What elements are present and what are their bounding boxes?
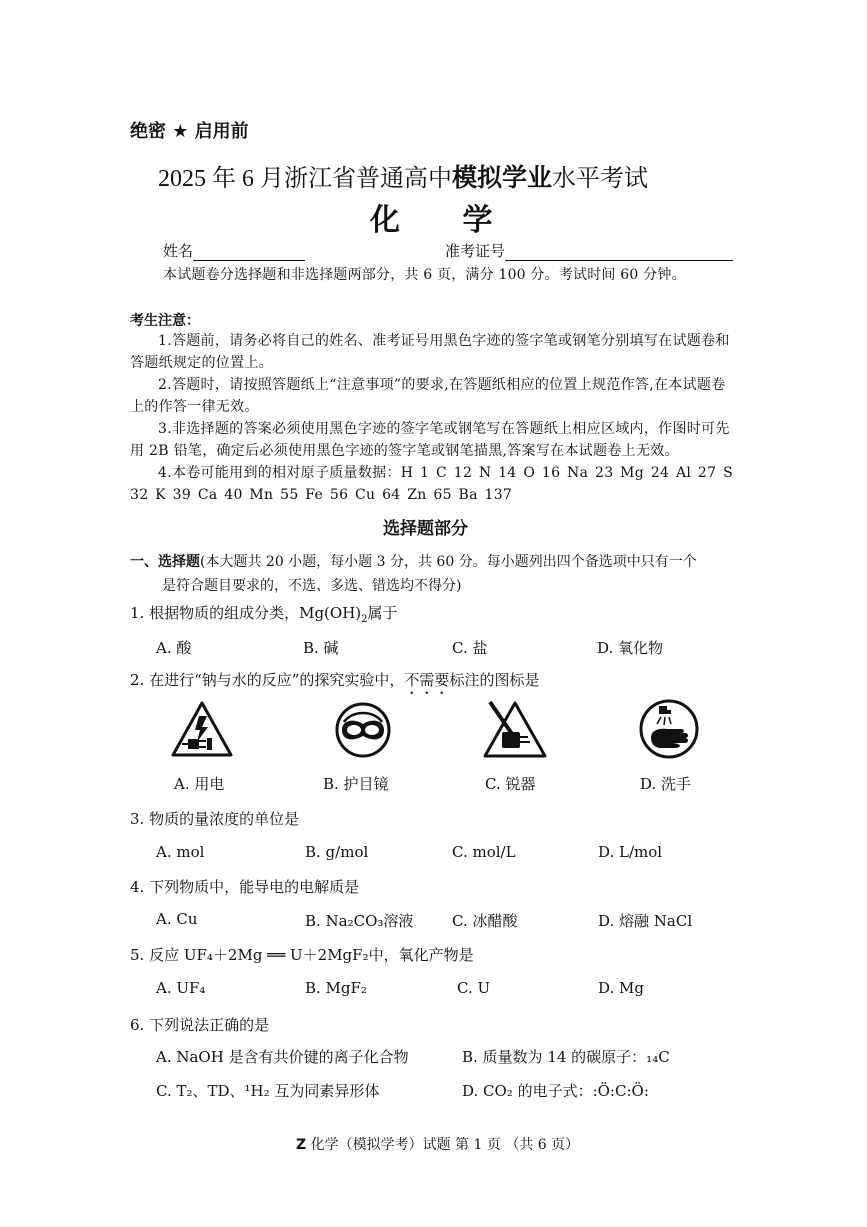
q1-stem-sub: 2 [361, 614, 368, 625]
q6-option-c[interactable]: C. T₂、TD、¹H₂ 互为同素异形体 [156, 1082, 380, 1100]
name-label: 姓名 [163, 242, 194, 260]
q4-option-b[interactable]: B. Na₂CO₃溶液 [305, 912, 414, 930]
goggles-icon [332, 700, 394, 760]
q1-option-c[interactable]: C. 盐 [452, 639, 488, 657]
part-desc-line-2: 是符合题目要求的，不选、多选、错选均不得分) [162, 578, 462, 594]
q1-stem-a: 1. 根据物质的组成分类，Mg(OH) [130, 604, 362, 622]
question-5-stem: 5. 反应 UF₄＋2Mg ══ U＋2MgF₂中，氧化产物是 [130, 946, 474, 964]
subject-title: 化 学 [370, 203, 519, 238]
q4-option-a[interactable]: A. Cu [156, 910, 198, 928]
question-4-stem: 4. 下列物质中，能导电的电解质是 [130, 878, 360, 896]
hand-wash-icon [637, 698, 701, 760]
question-1-stem [130, 602, 398, 625]
section-title: 选择题部分 [383, 519, 468, 539]
q3-option-c[interactable]: C. mol/L [452, 843, 516, 861]
intro-text: 本试题卷分选择题和非选择题两部分，共 6 页，满分 100 分。考试时间 60 分钟。 [163, 267, 686, 283]
exam-id-blank[interactable] [505, 244, 733, 261]
page-footer [296, 1134, 579, 1154]
electricity-warning-icon [170, 700, 234, 758]
part-header [130, 551, 697, 571]
sharp-object-icon [482, 698, 548, 760]
name-field[interactable] [163, 240, 305, 261]
q2-option-d[interactable]: D. 洗手 [640, 775, 692, 793]
notice-item-3 [130, 418, 738, 462]
exam-id-label: 准考证号 [445, 242, 506, 260]
q5-option-b[interactable]: B. MgF₂ [305, 979, 367, 997]
q3-option-a[interactable]: A. mol [156, 843, 205, 861]
q4-option-d[interactable]: D. 熔融 NaCl [598, 912, 693, 930]
exam-title-part-3: 水平考试 [552, 166, 649, 192]
q2-stem-b: 标注的图标是 [449, 671, 540, 689]
part-label: 一、选择题 [130, 554, 200, 570]
q6-option-a[interactable]: A. NaOH 是含有共价键的离子化合物 [156, 1048, 409, 1066]
q2-option-b[interactable]: B. 护目镜 [323, 775, 389, 793]
q1-option-b[interactable]: B. 碱 [303, 639, 339, 657]
q2-option-a[interactable]: A. 用电 [174, 775, 225, 793]
notice-item-4-text: 4.本卷可能用到的相对原子质量数据：H 1 C 12 N 14 O 16 Na 23 Mg 24 Al 27 S 32 K 39 Ca 40 Mn 55 Fe 56 Cu 64 Zn 65 Ba 137 [130, 465, 733, 503]
exam-title-part-1: 2025 年 6 月浙江省普通高中 [158, 166, 452, 192]
q5-option-d[interactable]: D. Mg [598, 979, 644, 997]
exam-title [158, 158, 648, 194]
q3-option-b[interactable]: B. g/mol [305, 843, 369, 861]
question-3-stem: 3. 物质的量浓度的单位是 [130, 810, 300, 828]
q1-option-d[interactable]: D. 氧化物 [597, 639, 664, 657]
notice-item-3-text: 3.非选择题的答案必须使用黑色字迹的签字笔或钢笔写在答题纸上相应区域内，作图时可先用 2B 铅笔，确定后必须使用黑色字迹的签字笔或钢笔描黑,答案写在本试题卷上无效。 [130, 421, 730, 459]
notice-item-2-text: 2.答题时，请按照答题纸上“注意事项”的要求,在答题纸相应的位置上规范作答,在本试题卷上的作答一律无效。 [130, 377, 726, 415]
confidential-label: 绝密 ★ 启用前 [130, 121, 249, 142]
q4-option-c[interactable]: C. 冰醋酸 [452, 912, 518, 930]
footer-text: 化学（模拟学考）试题 第 1 页 （共 6 页） [306, 1137, 580, 1153]
q3-option-d[interactable]: D. L/mol [598, 843, 663, 861]
footer-code: Z [296, 1137, 307, 1153]
q6-option-d[interactable]: D. CO₂ 的电子式：:Ö:C:Ö: [462, 1082, 649, 1100]
notice-item-2 [130, 374, 738, 418]
notice-item-1-text: 1.答题前，请务必将自己的姓名、准考证号用黑色字迹的签字笔或钢笔分别填写在试题卷和答题纸规定的位置上。 [130, 333, 730, 371]
notice-title: 考生注意： [130, 313, 200, 329]
exam-title-part-2: 模拟学业 [452, 163, 553, 192]
q1-option-a[interactable]: A. 酸 [156, 639, 192, 657]
q2-option-c[interactable]: C. 锐器 [485, 775, 536, 793]
notice-item-4 [130, 462, 738, 506]
question-6-stem: 6. 下列说法正确的是 [130, 1016, 270, 1034]
q5-option-a[interactable]: A. UF₄ [156, 979, 206, 997]
q2-stem-emphasis: 不需要 [404, 671, 450, 689]
q1-stem-b: 属于 [367, 604, 398, 622]
notice-item-1 [130, 330, 738, 374]
q6-option-b[interactable]: B. 质量数为 14 的碳原子：₁₄C [462, 1048, 670, 1066]
exam-id-field[interactable] [445, 240, 733, 261]
part-desc-line-1: (本大题共 20 小题，每小题 3 分，共 60 分。每小题列出四个备选项中只有一个 [200, 554, 697, 570]
q5-option-c[interactable]: C. U [457, 979, 491, 997]
question-2-stem [130, 669, 539, 698]
q2-stem-a: 2. 在进行“钠与水的反应”的探究实验中， [130, 671, 405, 689]
name-blank[interactable] [193, 244, 305, 261]
